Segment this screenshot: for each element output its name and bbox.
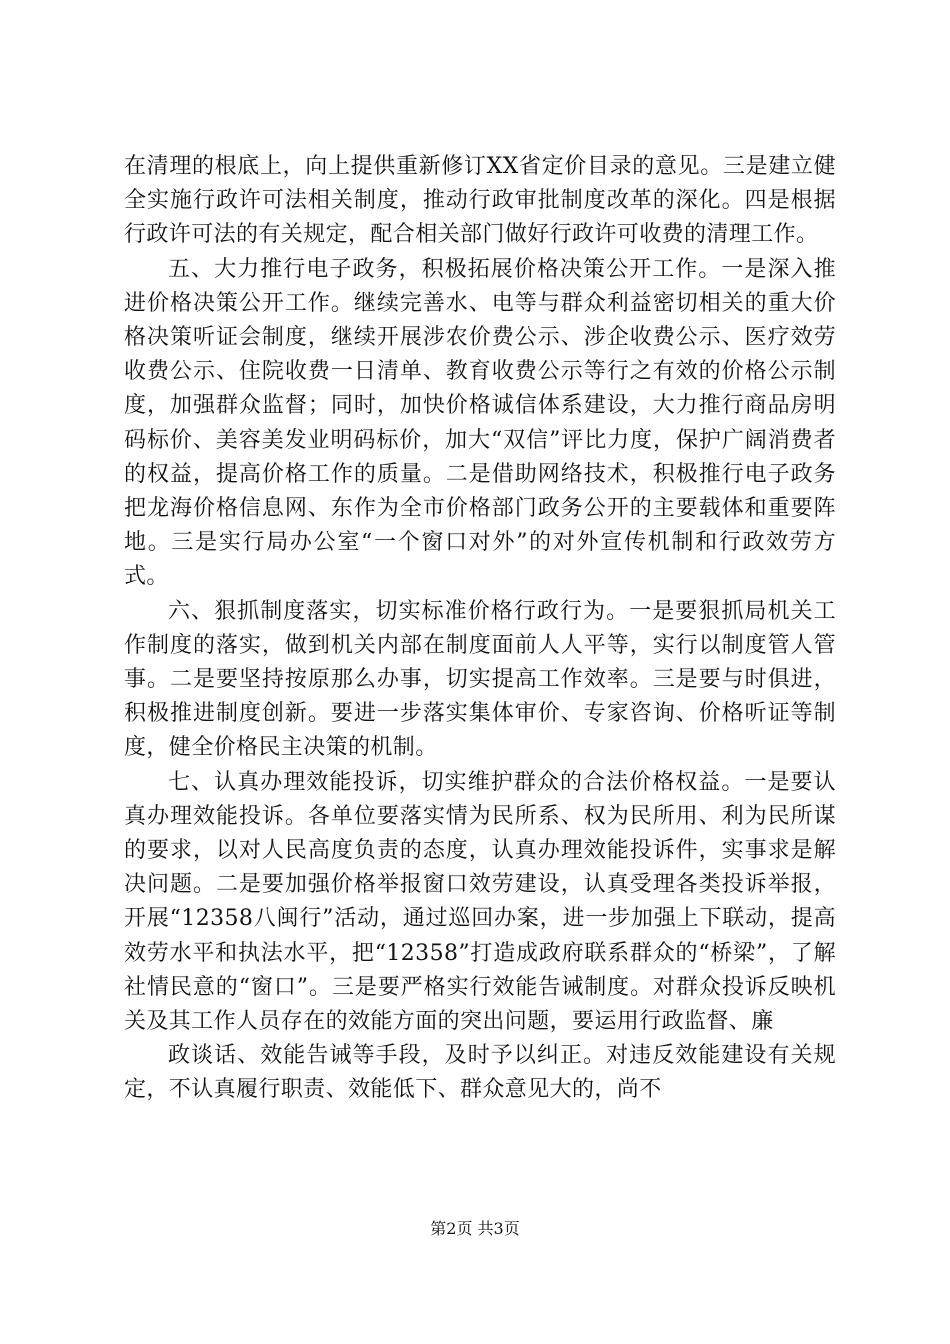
paragraph-4: 七、认真办理效能投诉，切实维护群众的合法价格权益。一是要认真办理效能投诉。各单位要落实情为民所系、权为民所用、利为民所谋的要求，以对人民高度负责的态度，认真办理效能投诉件，实事求是解决问题。二是要加强价格举报窗口效劳建设，认真受理各类投诉举报，开展“12358八闽行”活动，通过巡回办案，进一步加强上下联动，提高效劳水平和执法水平，把“12358”打造成政府联系群众的“桥梁”，了解社情民意的“窗口”。三是要严格实行效能告诫制度。对群众投诉反映机关及其工作人员存在的效能方面的突出问题，要运用行政监督、廉 bbox=[124, 769, 836, 1035]
paragraph-5: 政谈话、效能告诫等手段，及时予以纠正。对违反效能建设有关规定，不认真履行职责、效能低下、群众意见大的，尚不 bbox=[124, 1043, 836, 1103]
page-number-label: 第2页 共3页 bbox=[430, 1219, 520, 1238]
page-footer bbox=[0, 1218, 950, 1240]
document-body bbox=[124, 150, 836, 1108]
paragraph-1: 在清理的根底上，向上提供重新修订XX省定价目录的意见。三是建立健全实施行政许可法相关制度，推动行政审批制度改革的深化。四是根据行政许可法的有关规定，配合相关部门做好行政许可收费的清理工作。 bbox=[124, 154, 836, 248]
paragraph-2: 五、大力推行电子政务，积极拓展价格决策公开工作。一是深入推进价格决策公开工作。继续完善水、电等与群众利益密切相关的重大价格决策听证会制度，继续开展涉农价费公示、涉企收费公示、医疗效劳收费公示、住院收费一日清单、教育收费公示等行之有效的价格公示制度，加强群众监督；同时，加快价格诚信体系建设，大力推行商品房明码标价、美容美发业明码标价，加大“双信”评比力度，保护广阔消费者的权益，提高价格工作的质量。二是借助网络技术，积极推行电子政务把龙海价格信息网、东作为全市价格部门政务公开的主要载体和重要阵地。三是实行局办公室“一个窗口对外”的对外宣传机制和行政效劳方式。 bbox=[124, 256, 836, 590]
paragraph-3: 六、狠抓制度落实，切实标准价格行政行为。一是要狠抓局机关工作制度的落实，做到机关内部在制度面前人人平等，实行以制度管人管事。二是要坚持按原那么办事，切实提高工作效率。三是要与时俱进，积极推进制度创新。要进一步落实集体审价、专家咨询、价格听证等制度，健全价格民主决策的机制。 bbox=[124, 598, 836, 761]
